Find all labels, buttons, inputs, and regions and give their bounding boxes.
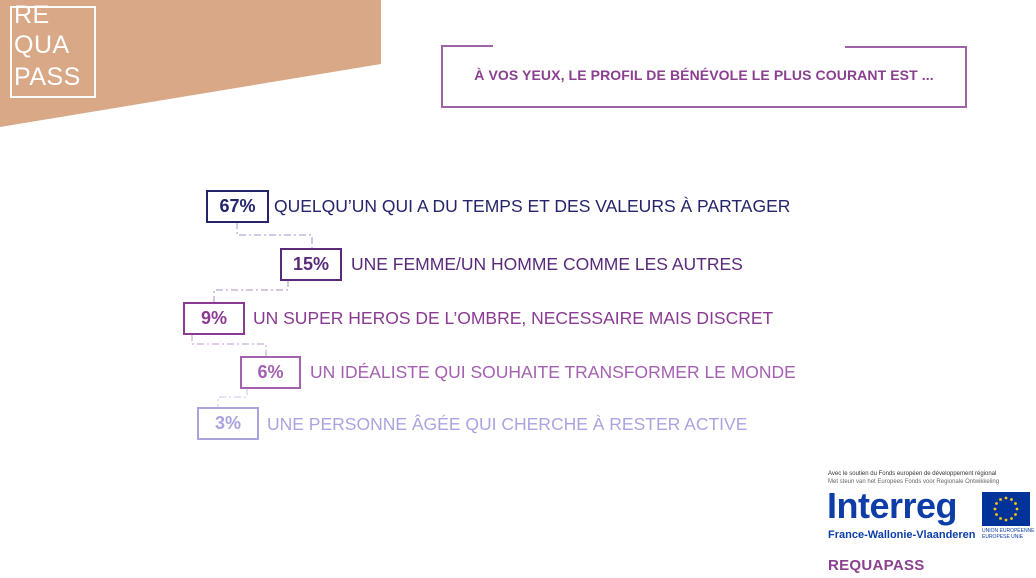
item-label: UN IDÉALISTE QUI SOUHAITE TRANSFORMER LE MONDE	[310, 362, 796, 382]
interreg-logo-text: Interreg	[827, 485, 958, 526]
slide-title: À VOS YEUX, LE PROFIL DE BÉNÉVOLE LE PLUS COURANT EST ...	[474, 67, 934, 83]
percent-box: 6%	[240, 356, 301, 389]
eu-label-line2: EUROPESE UNIE	[982, 534, 1024, 540]
percent-box: 3%	[197, 407, 259, 440]
logo-line-1: RE	[14, 1, 50, 29]
eu-flag-icon	[982, 492, 1030, 526]
logo-line-2: QUA	[14, 31, 70, 59]
support-text-nl: Met steun van het Europees Fonds voor Regionale Ontwikkeling	[828, 479, 1000, 485]
eu-label	[982, 528, 1035, 540]
eu-label-line1: UNION EUROPÉENNE	[982, 528, 1035, 534]
percent-box: 9%	[183, 302, 245, 335]
item-label: UN SUPER HEROS DE L’OMBRE, NECESSAIRE MAIS DISCRET	[253, 308, 774, 328]
program-region: France-Wallonie-Vlaanderen	[828, 529, 976, 541]
percent-box: 67%	[206, 190, 269, 223]
item-label: QUELQU’UN QUI A DU TEMPS ET DES VALEURS À PARTAGER	[274, 196, 791, 216]
support-text-fr: Avec le soutien du Fonds européen de développement régional	[828, 471, 997, 477]
item-label: UNE PERSONNE ÂGÉE QUI CHERCHE À RESTER ACTIVE	[267, 414, 748, 434]
logo-line-3: PASS	[14, 63, 81, 91]
project-name: REQUAPASS	[828, 557, 925, 574]
percent-box: 15%	[280, 248, 342, 281]
item-label: UNE FEMME/UN HOMME COMME LES AUTRES	[351, 254, 743, 274]
